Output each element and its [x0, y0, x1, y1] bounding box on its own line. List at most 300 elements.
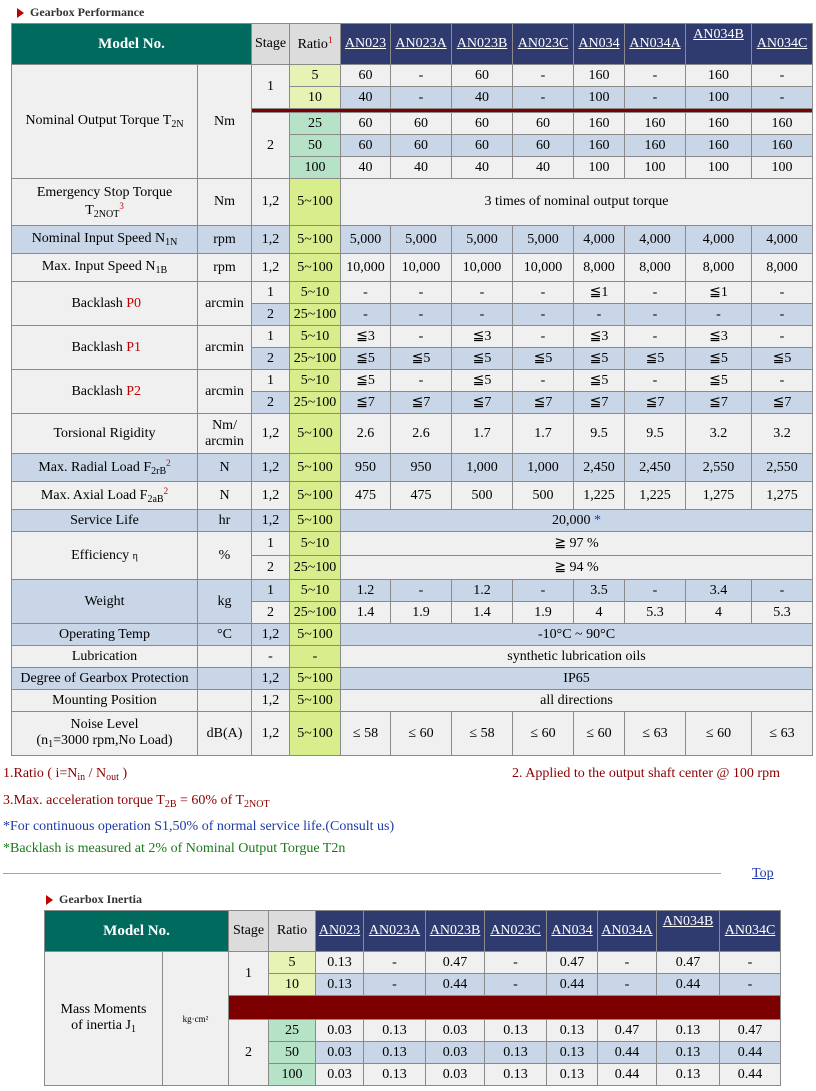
value-cell: 160: [752, 113, 813, 135]
stage-cell: 1,2: [252, 179, 290, 226]
ratio-cell: 25~100: [290, 602, 341, 624]
value-cell: ≤ 63: [752, 712, 813, 756]
value-cell: ≤ 60: [574, 712, 625, 756]
value-cell: 40: [391, 157, 452, 179]
header-model-link[interactable]: AN023: [341, 24, 391, 65]
stage-cell: 1: [229, 952, 269, 996]
header-model-link[interactable]: AN034: [547, 911, 598, 952]
ratio-cell: 25: [290, 113, 341, 135]
stage-cell: 1,2: [252, 624, 290, 646]
row-label-max_input: Max. Input Speed $N_{1B}$: [12, 254, 198, 282]
value-cell: -10°C ~ 90°C: [341, 624, 813, 646]
row-label-service: Service Life: [12, 510, 198, 532]
divider-line: [3, 873, 721, 874]
value-cell: 8,000: [574, 254, 625, 282]
value-cell: -: [574, 304, 625, 326]
value-cell: 0.44: [598, 1042, 657, 1064]
value-cell: ≦1: [574, 282, 625, 304]
value-cell: 0.47: [426, 952, 485, 974]
stage-cell: -: [252, 646, 290, 668]
red-arrow-icon: [46, 895, 53, 905]
table-row: [12, 668, 813, 690]
value-cell: ≤ 60: [686, 712, 752, 756]
value-cell: -: [452, 282, 513, 304]
stage-cell: 1: [252, 532, 290, 556]
value-cell: 160: [574, 135, 625, 157]
header-model-link[interactable]: AN034C: [752, 24, 813, 65]
value-cell: ≦5: [391, 348, 452, 370]
value-cell: 5,000: [391, 226, 452, 254]
row-label-nominal-output-torque: Nominal Output Torque $T_{2N}$: [12, 65, 198, 179]
value-cell: synthetic lubrication oils: [341, 646, 813, 668]
row-label-backlash: Backlash P0: [12, 282, 198, 326]
stage-cell: 1: [252, 580, 290, 602]
value-cell: 40: [341, 87, 391, 109]
unit-cell: N: [198, 482, 252, 510]
value-cell: 4: [574, 602, 625, 624]
value-cell: 160: [686, 65, 752, 87]
unit-cell: hr: [198, 510, 252, 532]
row-label-temp: Operating Temp: [12, 624, 198, 646]
table-row: [12, 370, 813, 392]
value-cell: 40: [341, 157, 391, 179]
unit-cell: Nm/ arcmin: [198, 414, 252, 454]
value-cell: 10,000: [341, 254, 391, 282]
row-label-mass-moments-of-inertia: Mass Moments of inertia $J_1$: [45, 952, 163, 1086]
note-radial-load: 2. Applied to the output shaft center @ 100 rpm: [512, 766, 780, 781]
value-cell: 0.03: [316, 1042, 364, 1064]
value-cell: 8,000: [625, 254, 686, 282]
value-cell: 2.6: [341, 414, 391, 454]
value-cell: 0.13: [364, 1064, 426, 1086]
row-label-emergency-stop-torque: Emergency Stop Torque $T_{2NOT}^3$: [12, 179, 198, 226]
value-cell: 100: [574, 157, 625, 179]
value-cell: 60: [341, 135, 391, 157]
ratio-cell: 25: [269, 1020, 316, 1042]
row-label-backlash: Backlash P1: [12, 326, 198, 370]
row-label-noise: Noise Level ($n_1=3000$ rpm,No Load): [12, 712, 198, 756]
header-model-link[interactable]: AN023B: [426, 911, 485, 952]
value-cell: 100: [574, 87, 625, 109]
value-cell: ≦5: [574, 370, 625, 392]
row-label-radial: Max. Radial Load $F_{2rB}^2$: [12, 454, 198, 482]
unit-cell: %: [198, 532, 252, 580]
red-arrow-icon: [17, 8, 24, 18]
value-cell: -: [513, 87, 574, 109]
value-cell: -: [391, 370, 452, 392]
value-cell: -: [391, 580, 452, 602]
ratio-cell: 25~100: [290, 556, 341, 580]
unit-cell: arcmin: [198, 370, 252, 414]
value-cell: ≦7: [752, 392, 813, 414]
header-model-link[interactable]: AN023: [316, 911, 364, 952]
header-model-no: Model No.: [12, 24, 252, 65]
value-cell: 10,000: [391, 254, 452, 282]
value-cell: -: [364, 952, 426, 974]
table-row: [12, 712, 813, 756]
table-row: [12, 690, 813, 712]
value-cell: ≤ 60: [391, 712, 452, 756]
unit-cell: rpm: [198, 254, 252, 282]
value-cell: 0.13: [547, 1042, 598, 1064]
value-cell: -: [752, 282, 813, 304]
ratio-cell: 100: [290, 157, 341, 179]
ratio-cell: -: [290, 646, 341, 668]
value-cell: -: [513, 304, 574, 326]
header-model-link[interactable]: AN023A: [364, 911, 426, 952]
value-cell: -: [686, 304, 752, 326]
value-cell: -: [485, 974, 547, 996]
value-cell: -: [752, 304, 813, 326]
ratio-cell: 5: [290, 65, 341, 87]
value-cell: 100: [752, 157, 813, 179]
value-cell: 5.3: [625, 602, 686, 624]
value-cell: 100: [625, 157, 686, 179]
value-cell: -: [625, 304, 686, 326]
ratio-cell: 5~10: [290, 326, 341, 348]
ratio-cell: 5~100: [290, 624, 341, 646]
value-cell: ≦1: [686, 282, 752, 304]
stage-cell: 2: [229, 1020, 269, 1086]
header-model-link[interactable]: AN023B: [452, 24, 513, 65]
unit-cell: arcmin: [198, 326, 252, 370]
header-model-link[interactable]: AN034B: [686, 24, 752, 65]
stage-cell: 2: [252, 304, 290, 326]
value-cell: 0.47: [598, 1020, 657, 1042]
row-label-lubrication: Lubrication: [12, 646, 198, 668]
value-cell: 1.9: [513, 602, 574, 624]
value-cell: 3.5: [574, 580, 625, 602]
value-cell: -: [752, 65, 813, 87]
value-cell: ≦3: [341, 326, 391, 348]
value-cell: -: [720, 952, 781, 974]
stage-cell: 1,2: [252, 712, 290, 756]
value-cell: ≤ 63: [625, 712, 686, 756]
value-cell: -: [391, 304, 452, 326]
table-row: [12, 226, 813, 254]
value-cell: -: [513, 326, 574, 348]
value-cell: -: [364, 974, 426, 996]
value-cell: 4,000: [686, 226, 752, 254]
value-cell: 500: [452, 482, 513, 510]
value-cell: 0.13: [364, 1020, 426, 1042]
value-cell: 5,000: [452, 226, 513, 254]
header-model-link[interactable]: AN034B: [657, 911, 720, 952]
value-cell: 0.13: [485, 1064, 547, 1086]
table-row: [12, 282, 813, 304]
value-cell: ≤ 60: [513, 712, 574, 756]
value-cell: ≦7: [574, 392, 625, 414]
ratio-cell: 5~100: [290, 454, 341, 482]
value-cell: 0.13: [485, 1020, 547, 1042]
value-cell: 2,550: [686, 454, 752, 482]
ratio-cell: 100: [269, 1064, 316, 1086]
ratio-cell: 5~100: [290, 254, 341, 282]
ratio-cell: 5~100: [290, 510, 341, 532]
table-row: [12, 179, 813, 226]
value-cell: 60: [513, 135, 574, 157]
stage-cell: 1,2: [252, 482, 290, 510]
ratio-cell: 25~100: [290, 392, 341, 414]
performance-section-title: Gearbox Performance: [17, 5, 144, 20]
value-cell: 475: [341, 482, 391, 510]
table-row: [12, 580, 813, 602]
value-cell: 160: [574, 65, 625, 87]
value-cell: -: [391, 65, 452, 87]
unit-cell: [198, 646, 252, 668]
row-label-axial: Max. Axial Load $F_{2aB}^2$: [12, 482, 198, 510]
value-cell: 5,000: [341, 226, 391, 254]
value-cell: 5.3: [752, 602, 813, 624]
value-cell: 60: [513, 113, 574, 135]
ratio-cell: 5~10: [290, 580, 341, 602]
ratio-cell: 10: [269, 974, 316, 996]
value-cell: 60: [452, 65, 513, 87]
value-cell: -: [625, 87, 686, 109]
value-cell: 0.13: [485, 1042, 547, 1064]
value-cell: 160: [625, 135, 686, 157]
value-cell: -: [341, 282, 391, 304]
value-cell: -: [752, 370, 813, 392]
row-label-protection: Degree of Gearbox Protection: [12, 668, 198, 690]
value-cell: 60: [341, 113, 391, 135]
value-cell: 2,450: [625, 454, 686, 482]
note-ratio: 1.Ratio ( $i=N_{in} / N_{out}$ ): [3, 766, 128, 783]
value-cell: -: [625, 65, 686, 87]
ratio-cell: 5~100: [290, 179, 341, 226]
value-cell: ≦5: [513, 348, 574, 370]
stage-cell: 2: [252, 556, 290, 580]
value-cell: 60: [391, 135, 452, 157]
header-model-link[interactable]: AN034C: [720, 911, 781, 952]
header-ratio: Ratio$^1$: [290, 24, 341, 65]
value-cell: 0.13: [316, 952, 364, 974]
value-cell: 160: [574, 113, 625, 135]
value-cell: 100: [686, 87, 752, 109]
value-cell: 0.44: [657, 974, 720, 996]
value-cell: 0.03: [316, 1064, 364, 1086]
value-cell: ≧ 97 %: [341, 532, 813, 556]
value-cell: -: [452, 304, 513, 326]
value-cell: 0.13: [657, 1020, 720, 1042]
ratio-cell: 5~100: [290, 712, 341, 756]
value-cell: 4,000: [574, 226, 625, 254]
header-model-link[interactable]: AN034A: [598, 911, 657, 952]
unit-cell: Nm: [198, 65, 252, 179]
value-cell: -: [752, 87, 813, 109]
value-cell: 0.44: [720, 1064, 781, 1086]
value-cell: -: [391, 282, 452, 304]
value-cell: 3 times of nominal output torque: [341, 179, 813, 226]
ratio-cell: 50: [290, 135, 341, 157]
value-cell: ≦5: [341, 370, 391, 392]
stage-cell: 1,2: [252, 510, 290, 532]
value-cell: ≦5: [574, 348, 625, 370]
value-cell: 40: [452, 157, 513, 179]
value-cell: 1,225: [625, 482, 686, 510]
inertia-section-title: Gearbox Inertia: [46, 892, 142, 907]
inertia-table: [44, 910, 781, 1086]
unit-cell: [198, 690, 252, 712]
value-cell: -: [391, 326, 452, 348]
value-cell: -: [513, 65, 574, 87]
value-cell: 950: [341, 454, 391, 482]
unit-cell: arcmin: [198, 282, 252, 326]
value-cell: 160: [686, 113, 752, 135]
value-cell: -: [752, 326, 813, 348]
header-model-link[interactable]: AN023C: [513, 24, 574, 65]
stage-cell: 1,2: [252, 226, 290, 254]
value-cell: 0.13: [364, 1042, 426, 1064]
value-cell: 40: [452, 87, 513, 109]
value-cell: 0.44: [598, 1064, 657, 1086]
value-cell: 0.13: [657, 1064, 720, 1086]
value-cell: 160: [752, 135, 813, 157]
table-row: [12, 326, 813, 348]
value-cell: 0.03: [426, 1042, 485, 1064]
header-model-no: Model No.: [45, 911, 229, 952]
maroon-divider: [229, 996, 781, 1020]
value-cell: -: [598, 974, 657, 996]
value-cell: ≤ 58: [341, 712, 391, 756]
stage-cell: 1,2: [252, 254, 290, 282]
header-model-link[interactable]: AN023A: [391, 24, 452, 65]
stage-cell: 2: [252, 348, 290, 370]
table-row: [12, 482, 813, 510]
value-cell: -: [513, 370, 574, 392]
value-cell: -: [513, 282, 574, 304]
value-cell: 1,225: [574, 482, 625, 510]
value-cell: 10,000: [513, 254, 574, 282]
value-cell: -: [720, 974, 781, 996]
ratio-cell: 5~100: [290, 690, 341, 712]
value-cell: 1,000: [513, 454, 574, 482]
value-cell: 0.44: [720, 1042, 781, 1064]
value-cell: 60: [452, 113, 513, 135]
value-cell: 1.7: [452, 414, 513, 454]
value-cell: 3.2: [686, 414, 752, 454]
value-cell: 4,000: [625, 226, 686, 254]
value-cell: 10,000: [452, 254, 513, 282]
value-cell: 20,000 *: [341, 510, 813, 532]
header-stage: Stage: [229, 911, 269, 952]
value-cell: 1.7: [513, 414, 574, 454]
ratio-cell: 5~100: [290, 668, 341, 690]
value-cell: ≦7: [625, 392, 686, 414]
value-cell: 60: [452, 135, 513, 157]
value-cell: ≤ 58: [452, 712, 513, 756]
header-stage: Stage: [252, 24, 290, 65]
value-cell: 1.4: [341, 602, 391, 624]
value-cell: 0.03: [426, 1020, 485, 1042]
ratio-cell: 5: [269, 952, 316, 974]
ratio-cell: 10: [290, 87, 341, 109]
row-label-rigidity: Torsional Rigidity: [12, 414, 198, 454]
value-cell: 9.5: [625, 414, 686, 454]
value-cell: 0.47: [547, 952, 598, 974]
note-backlash: *Backlash is measured at 2% of Nominal Output Torgue T2n: [3, 841, 346, 856]
value-cell: -: [391, 87, 452, 109]
ratio-cell: 5~100: [290, 226, 341, 254]
value-cell: ≦7: [452, 392, 513, 414]
stage-cell: 2: [252, 602, 290, 624]
value-cell: 4: [686, 602, 752, 624]
value-cell: -: [625, 580, 686, 602]
value-cell: all directions: [341, 690, 813, 712]
table-row: [12, 510, 813, 532]
unit-cell: °C: [198, 624, 252, 646]
table-row: [12, 65, 813, 87]
note-acceleration-torque: 3.Max. acceleration torque $T_{2B} = 60\%$ of $T_{2NOT}$: [3, 793, 270, 810]
value-cell: 1.4: [452, 602, 513, 624]
unit-cell: Nm: [198, 179, 252, 226]
unit-cell: N: [198, 454, 252, 482]
header-model-link[interactable]: AN034A: [625, 24, 686, 65]
value-cell: -: [513, 580, 574, 602]
top-link[interactable]: Top: [752, 866, 774, 881]
value-cell: 1.2: [452, 580, 513, 602]
value-cell: -: [341, 304, 391, 326]
value-cell: 2,450: [574, 454, 625, 482]
value-cell: -: [625, 370, 686, 392]
value-cell: ≦7: [686, 392, 752, 414]
value-cell: 0.13: [316, 974, 364, 996]
table-row: [12, 646, 813, 668]
value-cell: ≦7: [391, 392, 452, 414]
stage-cell: 1,2: [252, 668, 290, 690]
header-model-link[interactable]: AN023C: [485, 911, 547, 952]
value-cell: ≦5: [341, 348, 391, 370]
table-row: [12, 532, 813, 556]
value-cell: 2.6: [391, 414, 452, 454]
header-model-link[interactable]: AN034: [574, 24, 625, 65]
stage-cell: 1: [252, 370, 290, 392]
value-cell: ≦5: [452, 370, 513, 392]
stage-cell: 1: [252, 282, 290, 304]
value-cell: 0.47: [720, 1020, 781, 1042]
performance-table: [11, 23, 813, 756]
value-cell: ≦5: [625, 348, 686, 370]
row-label-backlash: Backlash P2: [12, 370, 198, 414]
row-label-efficiency: Efficiency η: [12, 532, 198, 580]
value-cell: 1.2: [341, 580, 391, 602]
value-cell: 0.13: [657, 1042, 720, 1064]
value-cell: -: [625, 326, 686, 348]
value-cell: ≦3: [452, 326, 513, 348]
value-cell: 500: [513, 482, 574, 510]
table-row: [12, 414, 813, 454]
value-cell: ≦5: [686, 348, 752, 370]
ratio-cell: 25~100: [290, 304, 341, 326]
table-row: [12, 454, 813, 482]
value-cell: 3.2: [752, 414, 813, 454]
value-cell: ≧ 94 %: [341, 556, 813, 580]
value-cell: 1,000: [452, 454, 513, 482]
header-ratio: Ratio: [269, 911, 316, 952]
value-cell: 950: [391, 454, 452, 482]
value-cell: 475: [391, 482, 452, 510]
note-service-life: *For continuous operation S1,50% of normal service life.(Consult us): [3, 819, 395, 834]
value-cell: 3.4: [686, 580, 752, 602]
stage-cell: 1,2: [252, 690, 290, 712]
value-cell: 1,275: [686, 482, 752, 510]
value-cell: ≦7: [513, 392, 574, 414]
ratio-cell: 5~10: [290, 532, 341, 556]
value-cell: 0.13: [547, 1064, 598, 1086]
ratio-cell: 25~100: [290, 348, 341, 370]
value-cell: -: [598, 952, 657, 974]
unit-cell: dB(A): [198, 712, 252, 756]
